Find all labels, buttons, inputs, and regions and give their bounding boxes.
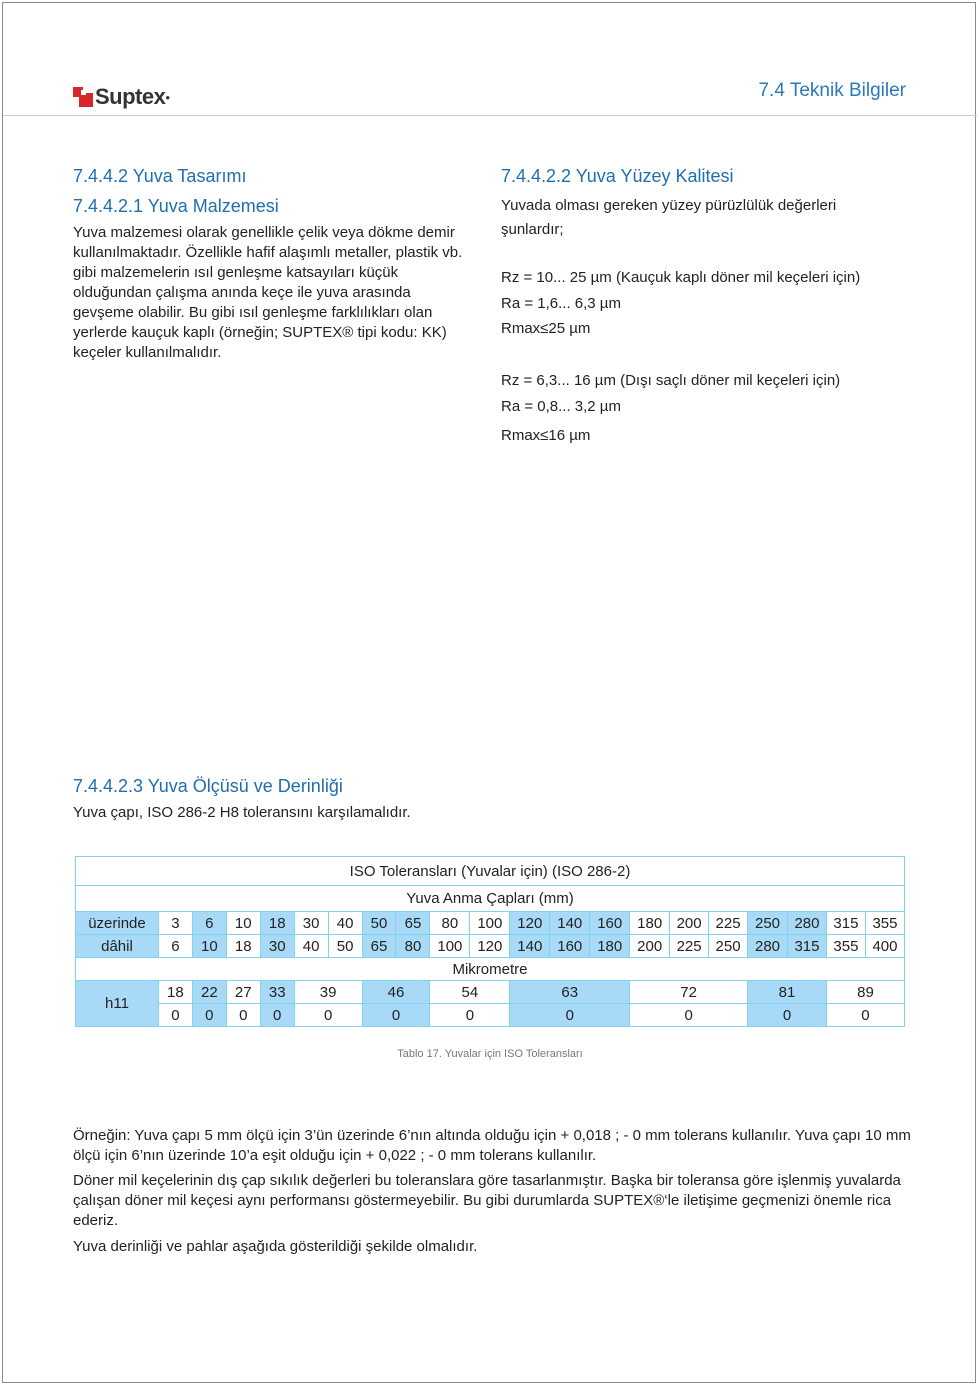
table-cell: 200 — [670, 912, 709, 935]
table-cell: 80 — [396, 935, 430, 958]
heading-yuva-malzemesi: 7.4.4.2.1 Yuva Malzemesi — [73, 196, 279, 216]
table-title: ISO Toleransları (Yuvalar için) (ISO 286-2) — [76, 857, 905, 886]
table-cell: 0 — [430, 1004, 510, 1027]
table-cell: 250 — [709, 935, 748, 958]
roughness-line: Rmax≤25 µm — [501, 320, 591, 337]
tolerance-table — [75, 856, 905, 1027]
roughness-line: Ra = 0,8... 3,2 µm — [501, 398, 621, 415]
table-cell: 0 — [260, 1004, 294, 1027]
paragraph-yuzey-intro: Yuvada olması gereken yüzey pürüzlülük değerleri şunlardır; — [501, 197, 837, 238]
table-cell: 180 — [630, 912, 670, 935]
table-cell: 120 — [470, 935, 510, 958]
table-cell: 50 — [362, 912, 396, 935]
table-cell: 18 — [260, 912, 294, 935]
table-cell: 100 — [430, 935, 470, 958]
roughness-line: Rz = 10... 25 µm (Kauçuk kaplı döner mil keçeleri için) — [501, 269, 861, 286]
table-cell: 0 — [630, 1004, 748, 1027]
roughness-line: Rz = 6,3... 16 µm (Dışı saçlı döner mil keçeleri için) — [501, 372, 841, 389]
heading-yuva-olcusu: 7.4.4.2.3 Yuva Ölçüsü ve Derinliği — [73, 776, 343, 796]
table-cell: 81 — [748, 981, 827, 1004]
table-subtitle: Yuva Anma Çapları (mm) — [76, 886, 905, 912]
row-label-grade: h11 — [76, 981, 159, 1027]
table-cell: 140 — [510, 935, 550, 958]
table-cell: 225 — [709, 912, 748, 935]
table-cell: 3 — [158, 912, 192, 935]
table-cell: 72 — [630, 981, 748, 1004]
paragraph-yuva-capi: Yuva çapı, ISO 286-2 H8 toleransını karşılamalıdır. — [73, 804, 411, 821]
row-label-over: üzerinde — [76, 912, 159, 935]
table-cell: 50 — [328, 935, 362, 958]
table-cell: 65 — [396, 912, 430, 935]
table-cell: 400 — [865, 935, 904, 958]
table-cell: 0 — [826, 1004, 904, 1027]
table-cell: 30 — [294, 912, 328, 935]
table-cell: 40 — [294, 935, 328, 958]
table-cell: 80 — [430, 912, 470, 935]
table-row-incl — [76, 935, 905, 958]
table-cell: 46 — [362, 981, 430, 1004]
table-cell: 280 — [788, 912, 827, 935]
paragraph-derinlik: Yuva derinliği ve pahlar aşağıda gösterildiği şekilde olmalıdır. — [73, 1238, 478, 1255]
roughness-line: Rmax≤16 µm — [501, 427, 591, 444]
brand-name: Suptex — [95, 84, 166, 109]
table-cell: 10 — [226, 912, 260, 935]
table-cell: 0 — [158, 1004, 192, 1027]
table-row-lower — [76, 1004, 905, 1027]
table-cell: 54 — [430, 981, 510, 1004]
table-cell: 160 — [590, 912, 630, 935]
heading-yuva-tasarimi: 7.4.4.2 Yuva Tasarımı — [73, 166, 247, 186]
section-title: 7.4 Teknik Bilgiler — [758, 80, 906, 101]
table-cell: 18 — [158, 981, 192, 1004]
header-divider — [3, 115, 977, 116]
row-label-incl: dâhil — [76, 935, 159, 958]
table-cell: 0 — [226, 1004, 260, 1027]
table-cell: 39 — [294, 981, 362, 1004]
suptex-logo: Suptex ● — [73, 84, 170, 110]
table-cell: 120 — [510, 912, 550, 935]
table-caption: Tablo 17. Yuvalar için ISO Toleransları — [397, 1048, 583, 1060]
table-cell: 315 — [788, 935, 827, 958]
table-cell: 200 — [630, 935, 670, 958]
suptex-logo-icon — [73, 87, 93, 107]
table-unit: Mikrometre — [76, 958, 905, 981]
table-cell: 0 — [510, 1004, 630, 1027]
table-cell: 100 — [470, 912, 510, 935]
table-cell: 63 — [510, 981, 630, 1004]
table-cell: 27 — [226, 981, 260, 1004]
table-cell: 0 — [748, 1004, 827, 1027]
heading-yuzey-kalitesi: 7.4.4.2.2 Yuva Yüzey Kalitesi — [501, 166, 734, 186]
table-cell: 180 — [590, 935, 630, 958]
paragraph-sikilik: Döner mil keçelerinin dış çap sıkılık değerleri bu toleranslara göre tasarlanmıştır. Başka bir toleransa göre işlenmiş yuvalarda çalışan döner mil keçesi aynı performansı göstermeyebilir. Bu gibi durumlarda SUPTEX®‘le iletişime geçmenizi önemle rica ederiz. — [73, 1172, 901, 1229]
table-cell: 315 — [826, 912, 865, 935]
table-cell: 40 — [328, 912, 362, 935]
table-cell: 6 — [158, 935, 192, 958]
table-cell: 6 — [192, 912, 226, 935]
table-cell: 250 — [748, 912, 788, 935]
table-cell: 280 — [748, 935, 788, 958]
table-cell: 160 — [550, 935, 590, 958]
table-row-upper — [76, 981, 905, 1004]
table-cell: 0 — [192, 1004, 226, 1027]
table-cell: 10 — [192, 935, 226, 958]
table-cell: 33 — [260, 981, 294, 1004]
table-cell: 18 — [226, 935, 260, 958]
table-row-over — [76, 912, 905, 935]
table-cell: 0 — [294, 1004, 362, 1027]
roughness-line: Ra = 1,6... 6,3 µm — [501, 295, 621, 312]
table-cell: 22 — [192, 981, 226, 1004]
table-cell: 355 — [826, 935, 865, 958]
table-cell: 65 — [362, 935, 396, 958]
table-cell: 30 — [260, 935, 294, 958]
paragraph-yuva-malzemesi: Yuva malzemesi olarak genellikle çelik veya dökme demir kullanılmaktadır. Özellikle hafif alaşımlı metaller, plastik vb. gibi malzemelerin ısıl genleşme katsayıları küçük olduğundan çalışma anında keçe ile yuva arasında gevşeme olabilir. Bu gibi ısıl genleşme farklılıkları olan yerlerde kauçuk kaplı (örneğin; SUPTEX® tipi kodu: KK) keçeler kullanılmalıdır. — [73, 224, 463, 361]
paragraph-example: Örneğin: Yuva çapı 5 mm ölçü için 3’ün üzerinde 6’nın altında olduğu için + 0,018 ; - 0 mm tolerans kullanılır. Yuva çapı 10 mm ölçü için 6’nın üzerinde 10’a eşit olduğu için + 0,022 ; - 0 mm tolerans kullanılır. — [73, 1127, 911, 1164]
table-cell: 0 — [362, 1004, 430, 1027]
table-cell: 140 — [550, 912, 590, 935]
table-cell: 89 — [826, 981, 904, 1004]
table-cell: 355 — [865, 912, 904, 935]
table-cell: 225 — [670, 935, 709, 958]
